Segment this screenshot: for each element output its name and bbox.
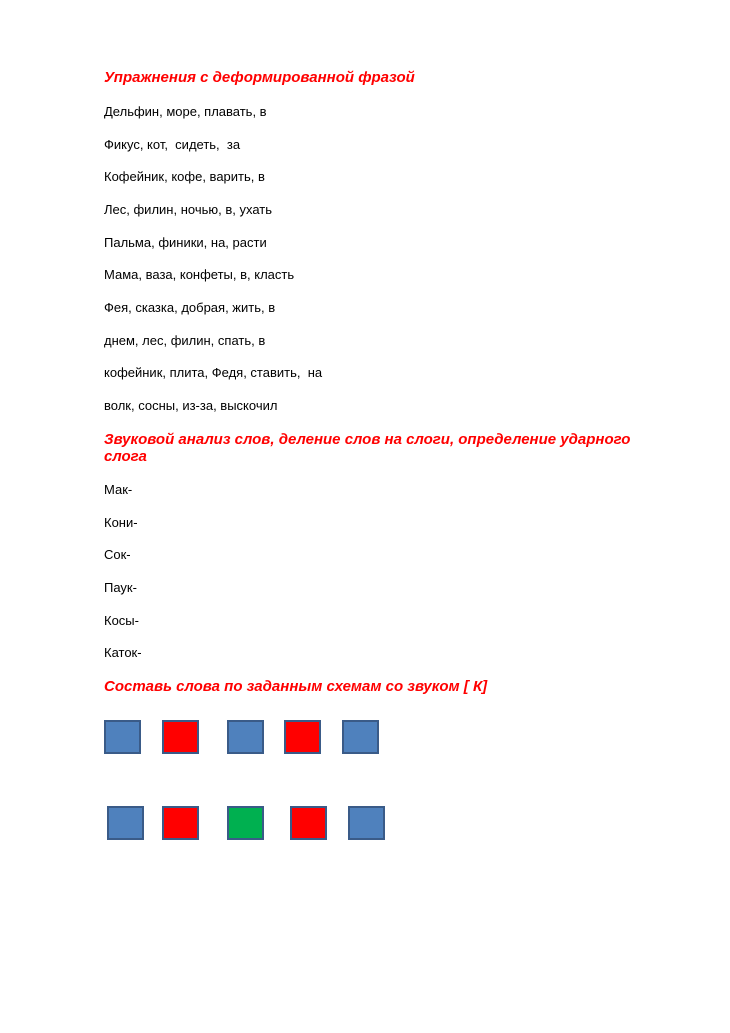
scheme1-square-2 (162, 720, 199, 754)
section-title-deformed-phrase: Упражнения с деформированной фразой (104, 69, 415, 86)
scheme2-square-2 (162, 806, 199, 840)
scheme1-square-4 (284, 720, 321, 754)
phrase-line-9: кофейник, плита, Федя, ставить, на (104, 365, 323, 380)
scheme1-square-1 (104, 720, 141, 754)
phrase-line-2: Фикус, кот, сидеть, за (104, 137, 241, 152)
section-title-compose-words: Составь слова по заданным схемам со звуком [ К] (104, 678, 488, 695)
phrase-line-1: Дельфин, море, плавать, в (104, 104, 267, 119)
word-line-2: Кони- (104, 515, 138, 530)
phrase-line-4: Лес, филин, ночью, в, ухать (104, 202, 272, 217)
word-line-4: Паук- (104, 580, 137, 595)
phrase-line-10: волк, сосны, из-за, выскочил (104, 398, 278, 413)
word-line-6: Каток- (104, 645, 142, 660)
phrase-line-7: Фея, сказка, добрая, жить, в (104, 300, 276, 315)
scheme1-square-5 (342, 720, 379, 754)
phrase-line-8: днем, лес, филин, спать, в (104, 333, 266, 348)
scheme2-square-1 (107, 806, 144, 840)
word-line-1: Мак- (104, 482, 133, 497)
phrase-line-6: Мама, ваза, конфеты, в, класть (104, 267, 295, 282)
scheme2-square-5 (348, 806, 385, 840)
section-title-sound-analysis-line-2: слога (104, 448, 147, 465)
word-line-3: Сок- (104, 547, 131, 562)
word-line-5: Косы- (104, 613, 139, 628)
section-title-sound-analysis-line-1: Звуковой анализ слов, деление слов на слоги, определение ударного (104, 431, 631, 448)
scheme2-square-3 (227, 806, 264, 840)
phrase-line-3: Кофейник, кофе, варить, в (104, 169, 265, 184)
scheme1-square-3 (227, 720, 264, 754)
phrase-line-5: Пальма, финики, на, расти (104, 235, 267, 250)
scheme2-square-4 (290, 806, 327, 840)
